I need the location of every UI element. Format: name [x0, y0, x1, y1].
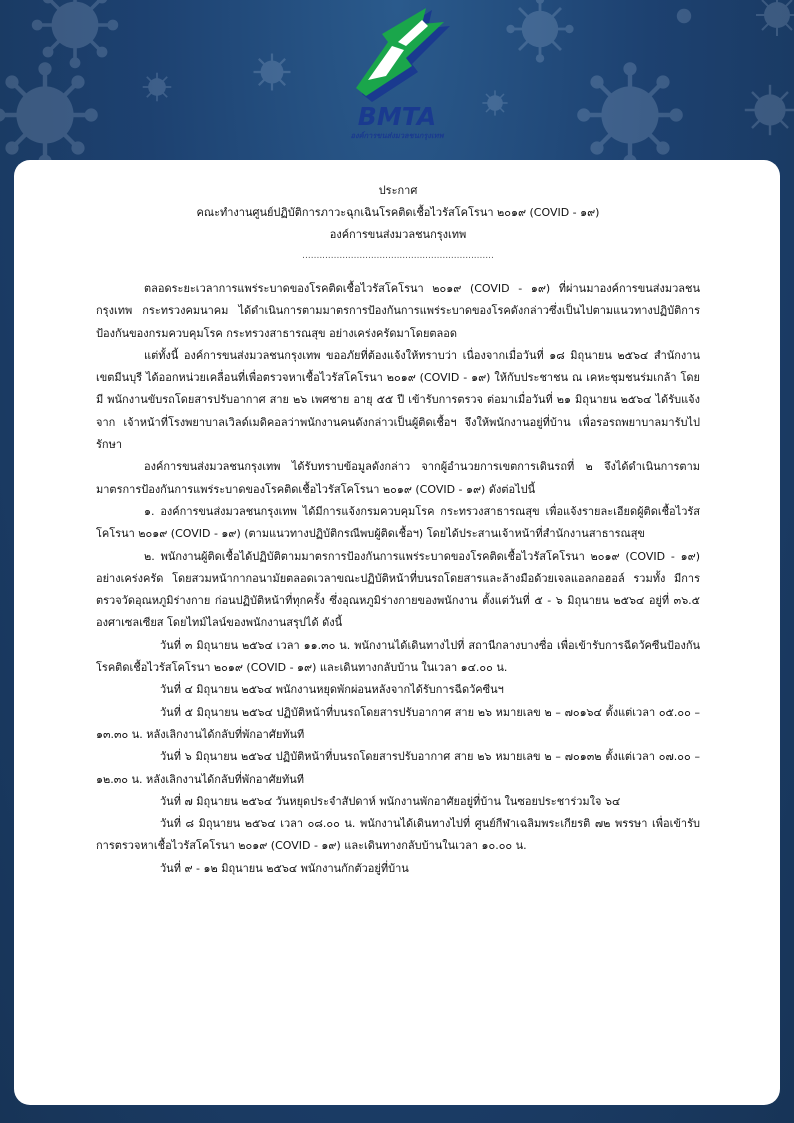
- virus-icon: [740, 80, 794, 140]
- bmta-logo-mark-icon: [332, 6, 462, 106]
- virus-icon: [672, 4, 696, 28]
- timeline-item: วันที่ ๗ มิถุนายน ๒๕๖๔ วันหยุดประจำสัปดาห์ พนักงานพักอาศัยอยู่ที่บ้าน ในซอยประชาร่วมใจ ๖๔: [160, 794, 621, 808]
- virus-icon: [480, 88, 510, 118]
- timeline-item: วันที่ ๓ มิถุนายน ๒๕๖๔ เวลา ๑๑.๓๐ น. พนักงานได้เดินทางไปที่ สถานีกลางบางซื่อ เพื่อเข้ารับการฉีดวัคซีนป้องกันโรคติดเชื้อไวรัสโคโรนา ๒๐๑๙ (COVID - ๑๙) และเดินทางกลับบ้าน ในเวลา ๑๔.๐๐ น.: [96, 638, 700, 675]
- timeline-item: วันที่ ๕ มิถุนายน ๒๕๖๔ ปฏิบัติหน้าที่บนรถโดยสารปรับอากาศ สาย ๒๖ หมายเลข ๒ – ๗๐๑๖๔ ตั้งแต่เวลา ๐๕.๐๐ – ๑๓.๓๐ น. หลังเลิกงานได้กลับที่พักอาศัยทันที: [96, 705, 700, 741]
- timeline-item: วันที่ ๖ มิถุนายน ๒๕๖๔ ปฏิบัติหน้าที่บนรถโดยสารปรับอากาศ สาย ๒๖ หมายเลข ๒ – ๗๐๑๓๒ ตั้งแต่เวลา ๐๗.๐๐ – ๑๒.๓๐ น. หลังเลิกงานได้กลับที่พักอาศัยทันที: [96, 750, 700, 786]
- virus-icon: [250, 50, 294, 94]
- timeline-item: วันที่ ๔ มิถุนายน ๒๕๖๔ พนักงานหยุดพักผ่อนหลังจากได้รับการฉีดวัคซีนฯ: [160, 683, 504, 697]
- virus-icon: [140, 70, 174, 104]
- bmta-logo: [332, 6, 462, 144]
- logo-subtitle: องค์การขนส่งมวลชนกรุงเทพ: [350, 131, 444, 140]
- paragraph: แต่ทั้งนี้ องค์การขนส่งมวลชนกรุงเทพ ขออภัยที่ต้องแจ้งให้ทราบว่า เนื่องจากเมื่อวันที่ ๑๘ มิถุนายน ๒๕๖๔ สำนักงานเขตมีนบุรี ได้ออกหน่วยเคลื่อนที่เพื่อตรวจหาเชื้อไวรัสโคโรนา ๒๐๑๙ (COVID - ๑๙) ให้กับประชาชน ณ เคหะชุมชนร่มเกล้า โดยมี พนักงานขับรถโดยสารปรับอากาศ สาย ๒๖ เพศชาย อายุ ๕๕ ปี เข้ารับการตรวจ ต่อมาเมื่อวันที่ ๒๑ มิถุนายน ๒๕๖๔ ได้รับแจ้งจาก เจ้าหน้าที่โรงพยาบาลเวิลด์เมดิคอลว่าพนักงานคนดังกล่าวเป็นผู้ติดเชื้อฯ จึงให้พนักงานอยู่ที่บ้าน เพื่อรอรถพยาบาลมารับไปรักษา: [96, 348, 700, 452]
- paragraph-item-2: ๒. พนักงานผู้ติดเชื้อได้ปฏิบัติตามมาตรการป้องกันการแพร่ระบาดของโรคติดเชื้อไวรัสโคโรนา ๒๐๑๙ (COVID - ๑๙) อย่างเคร่งครัด โดยสวมหน้ากากอนามัยตลอดเวลาขณะปฏิบัติหน้าที่บนรถโดยสารและล้างมือด้วยเจลแอลกอฮอล์ รวมทั้ง มีการตรวจวัดอุณหภูมิร่างกาย ก่อนปฏิบัติหน้าที่ทุกครั้ง ซึ่งอุณหภูมิร่างกายของพนักงาน ตั้งแต่วันที่ ๕ - ๖ มิถุนายน ๒๕๖๔ อยู่ที่ ๓๖.๕ องศาเซลเซียส โดยไทม์ไลน์ของพนักงานสรุปได้ ดังนี้: [96, 549, 700, 630]
- paragraph-item-1: ๑. องค์การขนส่งมวลชนกรุงเทพ ได้มีการแจ้งกรมควบคุมโรค กระทรวงสาธารณสุข เพื่อแจ้งรายละเอียดผู้ติดเชื้อไวรัสโคโรนา ๒๐๑๙ (COVID - ๑๙) (ตามแนวทางปฏิบัติกรณีพบผู้ติดเชื้อฯ) โดยได้ประสานเจ้าหน้าที่สำนักงานสาธารณสุข: [96, 504, 700, 541]
- paragraph: ตลอดระยะเวลาการแพร่ระบาดของโรคติดเชื้อไวรัสโคโรนา ๒๐๑๙ (COVID - ๑๙) ที่ผ่านมาองค์การขนส่งมวลชนกรุงเทพ กระทรวงคมนาคม ได้ดำเนินการตามมาตรการป้องกันการแพร่ระบาดของโรคดังกล่าวซึ่งเป็นไปตามแนวทางปฏิบัติการป้องกันของกรมควบคุมโรค กระทรวงสาธารณสุข อย่างเคร่งครัดมาโดยตลอด: [96, 282, 700, 340]
- timeline-item: วันที่ ๙ - ๑๒ มิถุนายน ๒๕๖๔ พนักงานกักตัวอยู่ที่บ้าน: [160, 861, 409, 875]
- virus-icon: [0, 60, 100, 170]
- announcement-content: [96, 180, 700, 880]
- announcement-type: ประกาศ: [378, 184, 418, 197]
- virus-icon: [505, 0, 575, 64]
- paragraph: องค์การขนส่งมวลชนกรุงเทพ ได้รับทราบข้อมูลดังกล่าว จากผู้อำนวยการเขตการเดินรถที่ ๒ จึงได้ดำเนินการตามมาตรการป้องกันการแพร่ระบาดของโรคติดเชื้อไวรัสโคโรนา ๒๐๑๙ (COVID - ๑๙) ดังต่อไปนี้: [96, 460, 700, 496]
- separator: ...................................................................: [302, 251, 494, 261]
- organization-name: องค์การขนส่งมวลชนกรุงเทพ: [329, 228, 467, 241]
- logo-name: BMTA: [357, 102, 437, 131]
- timeline-item: วันที่ ๘ มิถุนายน ๒๕๖๔ เวลา ๐๘.๐๐ น. พนักงานได้เดินทางไปที่ ศูนย์กีฬาเฉลิมพระเกียรติ ๗๒ พรรษา เพื่อเข้ารับการตรวจหาเชื้อไวรัสโคโรนา ๒๐๑๙ (COVID - ๑๙) และเดินทางกลับบ้านในเวลา ๑๐.๐๐ น.: [96, 817, 700, 853]
- committee-title: คณะทำงานศูนย์ปฏิบัติการภาวะฉุกเฉินโรคติดเชื้อไวรัสโคโรนา ๒๐๑๙ (COVID - ๑๙): [196, 206, 600, 219]
- virus-icon: [752, 0, 794, 40]
- virus-icon: [575, 60, 685, 170]
